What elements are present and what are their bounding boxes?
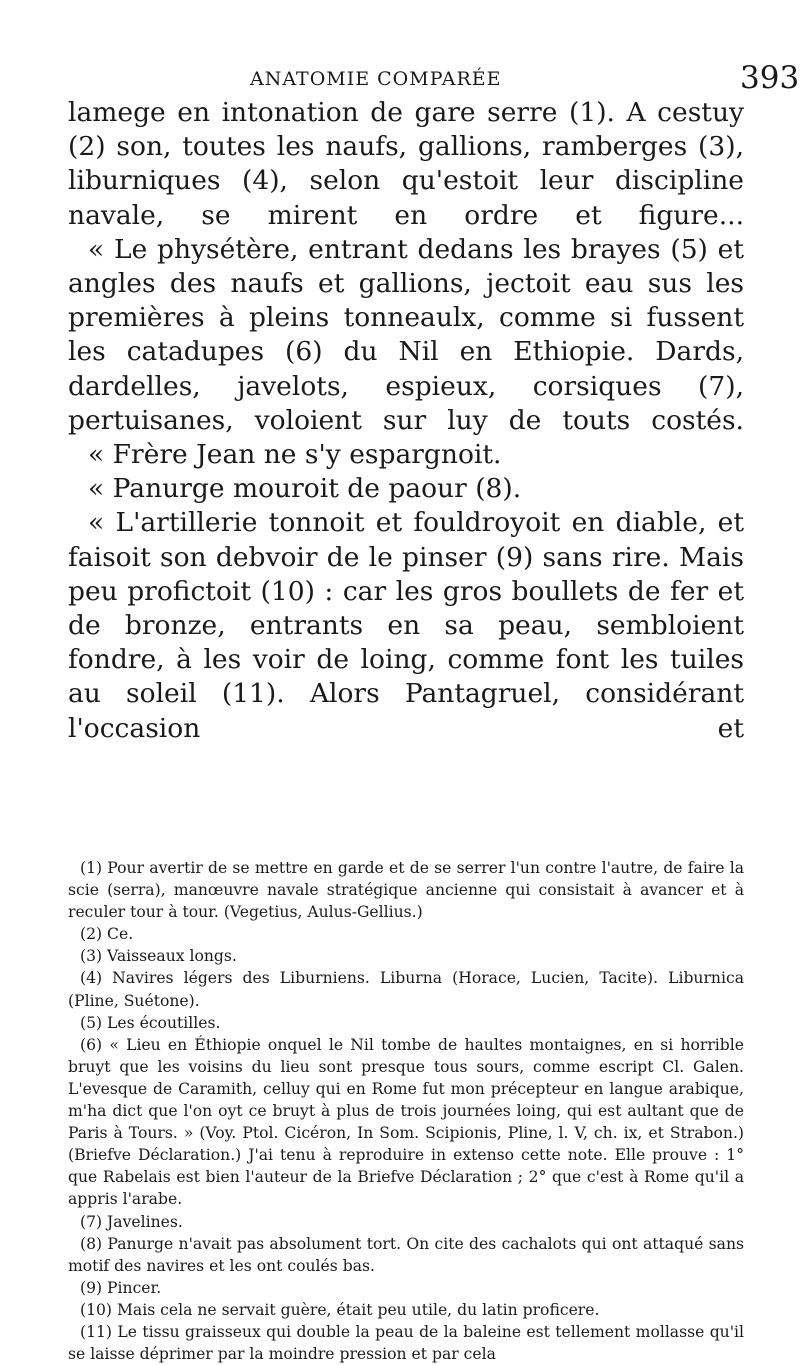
footnote: (2) Ce. — [80, 925, 134, 944]
paragraph: « L'artillerie tonnoit et fouldroyoit en diable, et faisoit son debvoir de le pinser (9) sans rire. Mais peu profictoit (10) : car les gros boullets de fer et de bronze, entrants en sa peau, sembloient fondre, à les voir de loing, comme font les tuiles au soleil (11). Alors Pantagruel, considérant l'occasion et — [68, 507, 744, 744]
footnote: (4) Navires légers des Liburniens. Liburna (Horace, Lucien, Tacite). Liburnica (Pline, Suétone). — [68, 969, 744, 1010]
main-text — [68, 96, 744, 746]
footnote: (10) Mais cela ne servait guère, était peu utile, du latin proficere. — [80, 1300, 600, 1319]
footnotes — [68, 857, 744, 1365]
footnote: (3) Vaisseaux longs. — [80, 947, 237, 966]
footnote: (8) Panurge n'avait pas absolument tort. On cite des cachalots qui ont attaqué sans motif des navires et les ont coulés bas. — [68, 1234, 744, 1275]
footnote: (11) Le tissu graisseux qui double la peau de la baleine est tellement mollasse qu'il se laisse déprimer par la moindre pression et par cela — [68, 1322, 744, 1364]
footnote: (5) Les écoutilles. — [80, 1013, 221, 1032]
paragraph: « Le physétère, entrant dedans les brayes (5) et angles des naufs et gallions, jectoit eau sus les premières à pleins tonneaulx, comme si fussent les catadupes (6) du Nil en Ethiopie. Dards, dardelles, javelots, espieux, corsiques (7), pertuisanes, voloient sur luy de touts costés. — [68, 233, 744, 436]
footnote: (6) « Lieu en Éthiopie onquel le Nil tombe de haultes montaignes, en si horrible bruyt que les voisins du lieu sont presque tous sours, comme escript Cl. Galen. L'evesque de Caramith, celluy qui en Rome fut mon précepteur en langue arabique, m'ha dict que l'on oyt ce bruyt à plus de trois journées loing, qui est aultant que de Paris à Tours. » (Voy. Ptol. Cicéron, In Som. Scipionis, Pline, l. V, ch. ix, et Strabon.) (Briefve Déclaration.) J'ai tenu à reproduire in extenso cette note. Elle prouve : 1° que Rabelais est bien l'auteur de la Briefve Déclaration ; 2° que c'est à Rome qu'il a appris l'arabe. — [68, 1035, 744, 1209]
footnote: (7) Javelines. — [80, 1212, 183, 1231]
running-title: ANATOMIE COMPARÉE — [250, 68, 502, 90]
footnote: (9) Pincer. — [80, 1278, 162, 1297]
paragraph: lamege en intonation de gare serre (1). A cestuy (2) son, toutes les naufs, gallions, ramberges (3), liburniques (4), selon qu'estoit leur discipline navale, se mirent en ordre et figure... — [68, 97, 744, 231]
page-header — [0, 60, 800, 96]
page-number: 393 — [740, 60, 800, 96]
paragraph: « Frère Jean ne s'y espargnoit. — [88, 439, 502, 471]
footnote: (1) Pour avertir de se mettre en garde et de se serrer l'un contre l'autre, de faire la scie (serra), manœuvre navale stratégique ancienne qui consistait à avancer et à reculer tour à tour. (Vegetius, Aulus-Gellius.) — [68, 859, 744, 922]
paragraph: « Panurge mouroit de paour (8). — [88, 473, 522, 505]
